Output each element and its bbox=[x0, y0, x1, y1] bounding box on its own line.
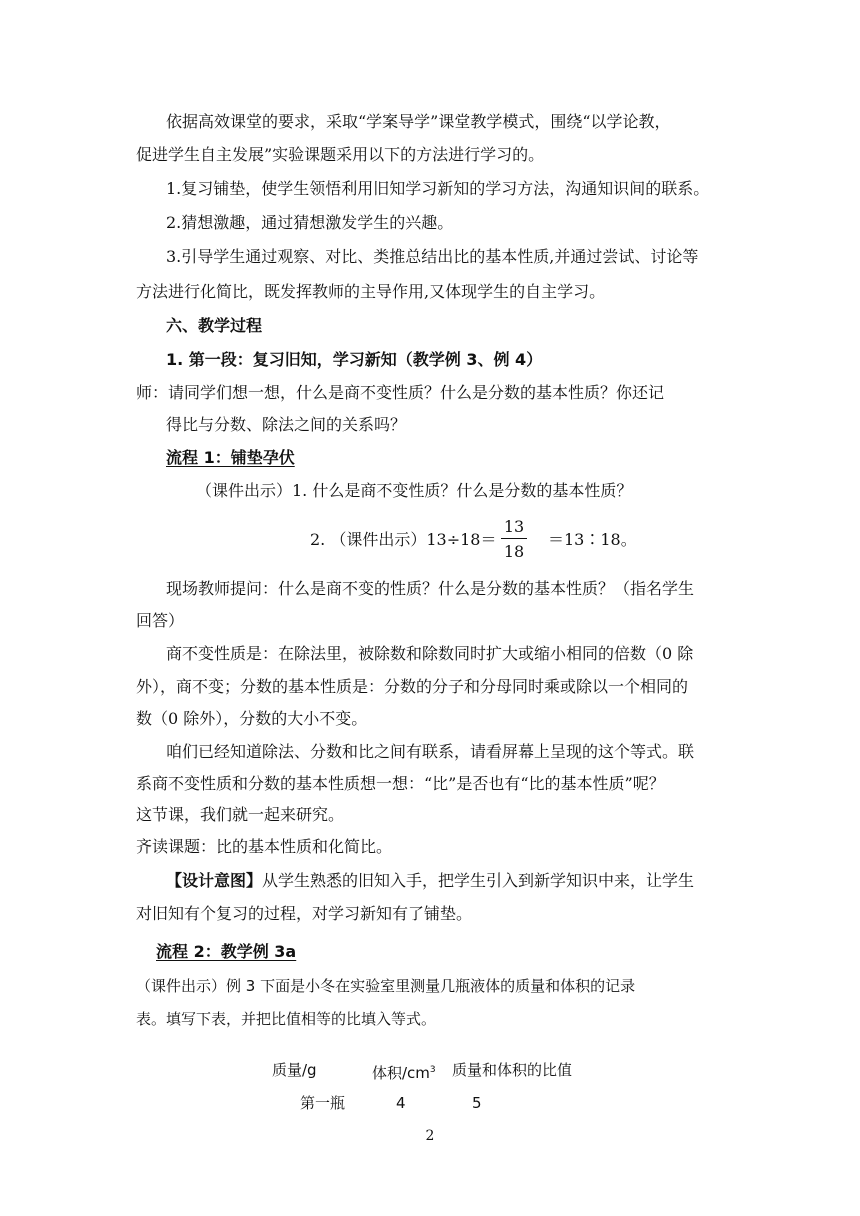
answer-line-3: 数（0 除外），分数的大小不变。 bbox=[136, 709, 368, 728]
design-intent-line-1 bbox=[166, 869, 694, 893]
fraction-numerator: 13 bbox=[503, 517, 525, 536]
page-number: 2 bbox=[425, 1128, 435, 1144]
design-intent-text: 从学生熟悉的旧知入手，把学生引入到新学知识中来，让学生 bbox=[262, 871, 695, 890]
teacher-ask-line-2: 回答） bbox=[136, 611, 185, 630]
table-header-volume-text: 体积/cm bbox=[372, 1064, 430, 1082]
method-3-line-1: 3.引导学生通过观察、对比、类推总结出比的基本性质,并通过尝试、讨论等 bbox=[166, 247, 699, 266]
fraction-bar bbox=[501, 538, 527, 539]
flow-1-show-2-prefix: 2. （课件出示）13÷18＝ bbox=[310, 530, 497, 549]
teacher-ask-line-1: 现场教师提问：什么是商不变的性质？什么是分数的基本性质？（指名学生 bbox=[166, 579, 695, 598]
table-header-ratio: 质量和体积的比值 bbox=[452, 1061, 573, 1079]
table-row-1-volume: 5 bbox=[472, 1094, 482, 1112]
teacher-question-line-2: 得比与分数、除法之间的关系吗？ bbox=[166, 415, 407, 434]
method-2: 2.猜想激趣，通过猜想激发学生的兴趣。 bbox=[166, 213, 454, 232]
teacher-question-line-1: 师：请同学们想一想，什么是商不变性质？什么是分数的基本性质？你还记 bbox=[136, 383, 665, 402]
intro-line-1: 依据高效课堂的要求，采取“学案导学”课堂教学模式，围绕“以学论教， bbox=[166, 112, 671, 131]
design-intent-line-2: 对旧知有个复习的过程，对学习新知有了铺垫。 bbox=[136, 904, 473, 923]
intro-line-2: 促进学生自主发展”实验课题采用以下的方法进行学习的。 bbox=[136, 145, 545, 164]
table-header-volume bbox=[372, 1058, 436, 1085]
answer-line-2: 外），商不变；分数的基本性质是：分数的分子和分母同时乘或除以一个相同的 bbox=[136, 677, 689, 696]
table-header-volume-sup: 3 bbox=[429, 1065, 436, 1075]
table-row-1-label: 第一瓶 bbox=[300, 1094, 346, 1112]
flow-2-line-2: 表。填写下表，并把比值相等的比填入等式。 bbox=[136, 1010, 437, 1028]
stage-title: 1. 第一段：复习旧知，学习新知（教学例 3、例 4） bbox=[166, 350, 543, 369]
answer-line-1: 商不变性质是：在除法里，被除数和除数同时扩大或缩小相同的倍数（0 除 bbox=[166, 644, 694, 663]
flow-1-show-2-suffix: ＝13∶18。 bbox=[548, 530, 637, 549]
link-line-1: 咱们已经知道除法、分数和比之间有联系，请看屏幕上呈现的这个等式。联 bbox=[166, 742, 695, 761]
method-3-line-2: 方法进行化简比，既发挥教师的主导作用,又体现学生的自主学习。 bbox=[136, 282, 606, 301]
table-row-1-mass: 4 bbox=[396, 1094, 406, 1112]
flow-1-title: 流程 1：铺垫孕伏 bbox=[166, 448, 295, 467]
link-line-3: 这节课，我们就一起来研究。 bbox=[136, 805, 345, 824]
flow-1-show-1: （课件出示）1. 什么是商不变性质？什么是分数的基本性质？ bbox=[196, 481, 633, 500]
section-title: 六、教学过程 bbox=[166, 316, 263, 335]
method-1: 1.复习铺垫，使学生领悟利用旧知学习新知的学习方法，沟通知识间的联系。 bbox=[166, 179, 710, 198]
table-header-mass: 质量/g bbox=[272, 1061, 317, 1079]
flow-2-title: 流程 2：教学例 3a bbox=[156, 942, 297, 961]
link-line-2: 系商不变性质和分数的基本性质想一想：“比”是否也有“比的基本性质”呢？ bbox=[136, 774, 665, 793]
fraction-denominator: 18 bbox=[503, 542, 525, 561]
design-intent-tag: 【设计意图】 bbox=[166, 871, 263, 890]
read-title-line: 齐读课题：比的基本性质和化简比。 bbox=[136, 837, 393, 856]
flow-2-line-1: （课件出示）例 3 下面是小冬在实验室里测量几瓶液体的质量和体积的记录 bbox=[136, 977, 636, 995]
